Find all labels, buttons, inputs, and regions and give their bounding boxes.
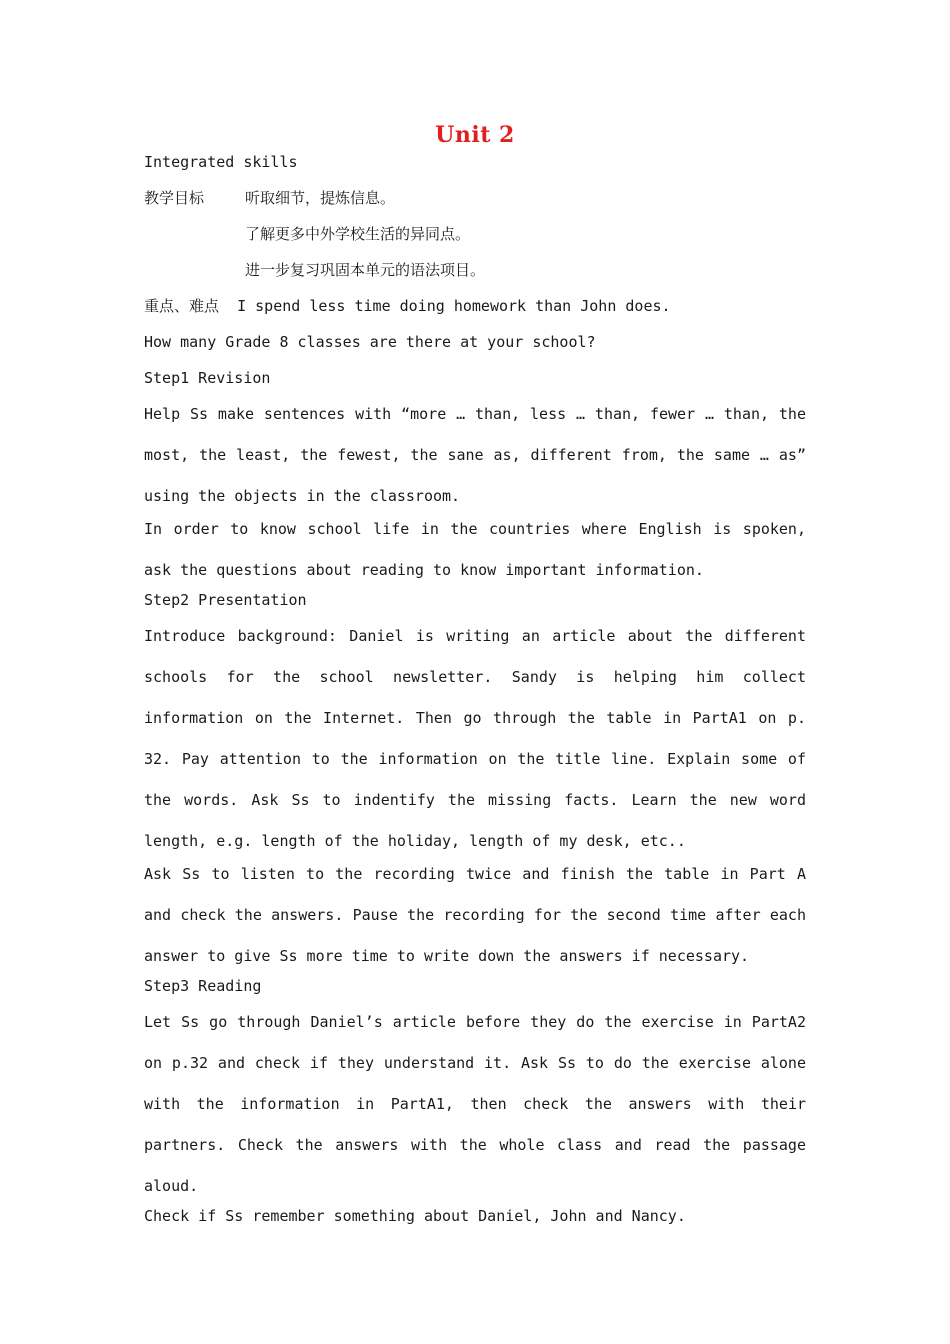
objectives-label: 教学目标 [144, 189, 205, 207]
step1-paragraph: In order to know school life in the countries where English is spoken, ask the questions about reading to know important information. [144, 520, 806, 579]
step2-heading: Step2 Presentation [144, 591, 307, 609]
step3-paragraph: Let Ss go through Daniel’s article before they do the exercise in PartA2 on p.32 and check if they understand it. Ask Ss to do the exercise alone with the information in PartA1, then check the answers with their partners. Check the answers with the whole class and read the passage aloud. [144, 1013, 806, 1195]
step3-paragraph: Check if Ss remember something about Daniel, John and Nancy. [144, 1207, 686, 1225]
objective-item: 进一步复习巩固本单元的语法项目。 [245, 261, 486, 279]
step2-paragraph: Ask Ss to listen to the recording twice and finish the table in Part A and check the answers. Pause the recording for the second time after each answer to give Ss more time to write down the answers if necessary. [144, 865, 806, 965]
key-points-label: 重点、难点 [144, 297, 220, 315]
objective-item: 了解更多中外学校生活的异同点。 [245, 225, 471, 243]
objectives-list [245, 186, 485, 294]
lead-in-question: How many Grade 8 classes are there at your school? [144, 333, 596, 351]
teaching-objectives [144, 186, 806, 294]
page-title: Unit 2 [435, 122, 515, 148]
key-points [144, 294, 806, 330]
objective-item: 听取细节，提炼信息。 [245, 189, 396, 207]
step3-heading: Step3 Reading [144, 977, 262, 995]
document-body [144, 150, 806, 1240]
step1-heading: Step1 Revision [144, 369, 271, 387]
key-points-text: I spend less time doing homework than John does. [237, 297, 671, 315]
subtitle: Integrated skills [144, 153, 298, 171]
step1-paragraph: Help Ss make sentences with “more … than, less … than, fewer … than, the most, the least, the fewest, the sane as, different from, the same … as” using the objects in the classroom. [144, 405, 806, 505]
step2-paragraph: Introduce background: Daniel is writing an article about the different schools for the school newsletter. Sandy is helping him collect information on the Internet. Then go through the table in PartA1 on p. 32. Pay attention to the information on the title line. Explain some of the words. Ask Ss to indentify the missing facts. Learn the new word length, e.g. length of the holiday, length of my desk, etc.. [144, 627, 806, 850]
